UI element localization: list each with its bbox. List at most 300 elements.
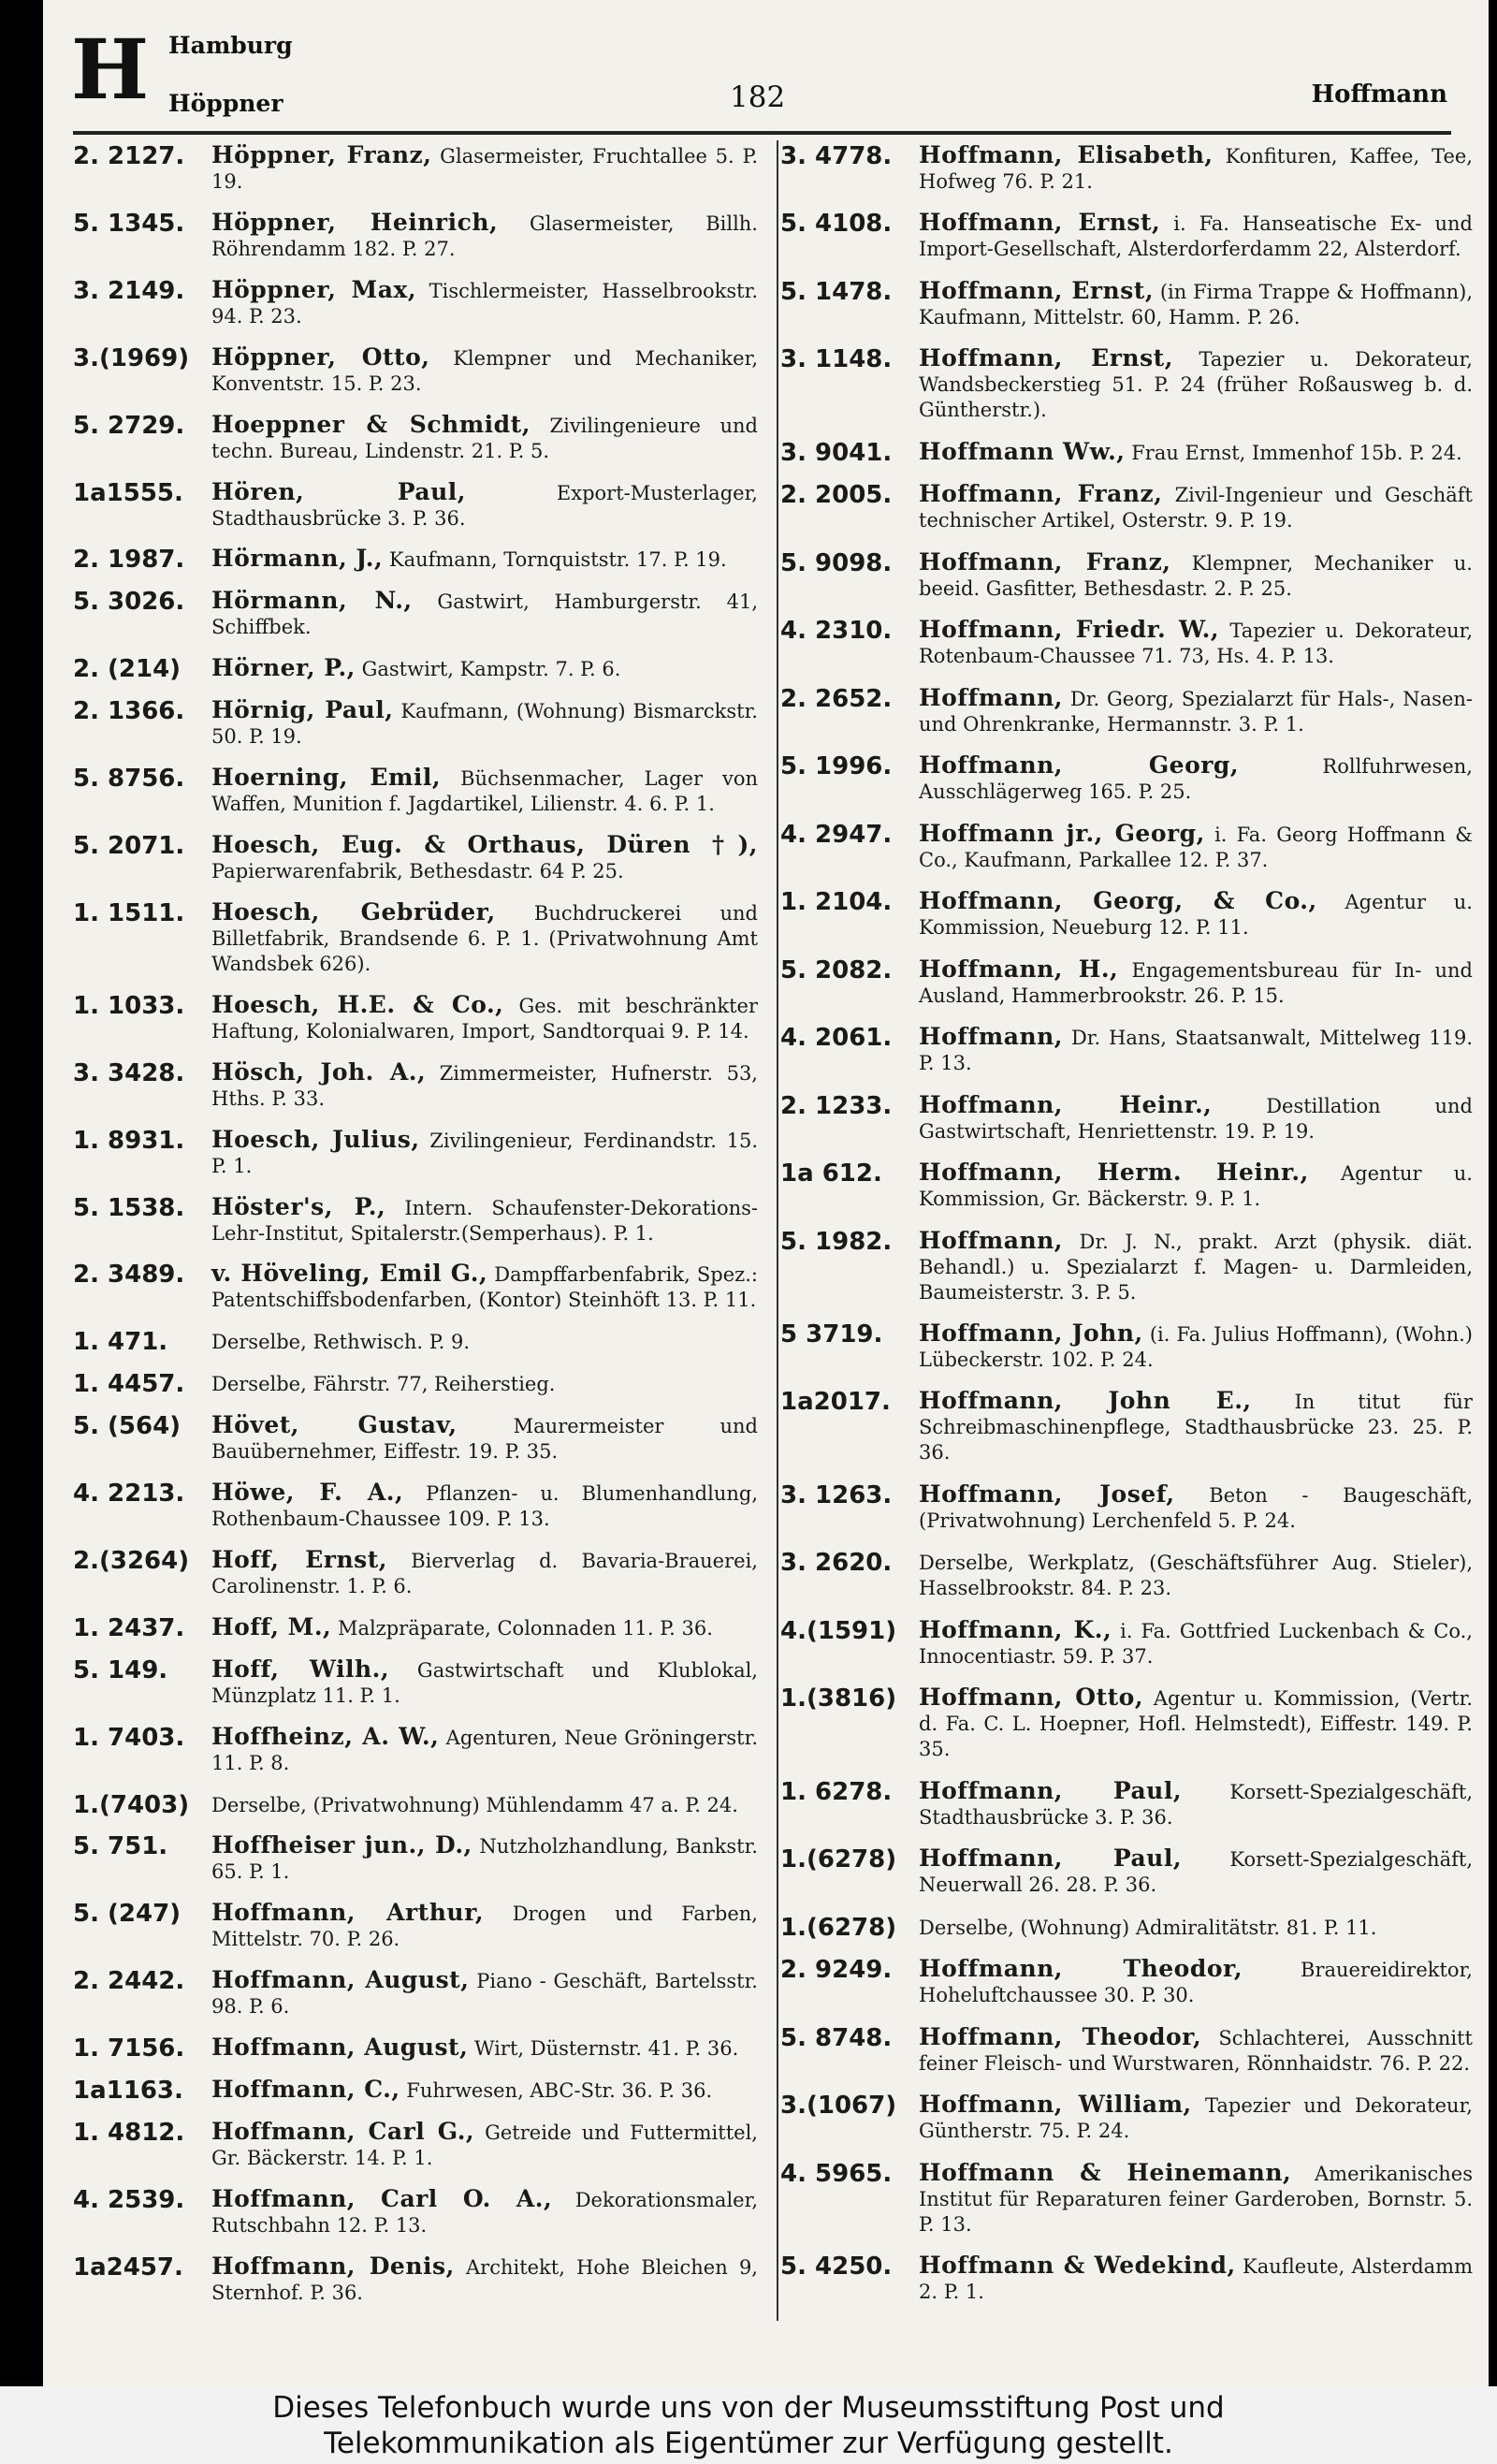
subscriber-details: Zivilingenieur, Ferdinandstr. 15. P. 1. bbox=[211, 1129, 758, 1177]
subscriber-details: Korsett-Spezialgeschäft, Stadthausbrücke 3. P. 36. bbox=[919, 1780, 1473, 1829]
subscriber-details: Frau Ernst, Immenhof 15b. P. 24. bbox=[1131, 441, 1462, 464]
subscriber-details: Glasermeister, Fruchtallee 5. P. 19. bbox=[211, 145, 758, 193]
entry-text bbox=[204, 1832, 758, 1885]
directory-entry bbox=[780, 752, 1473, 805]
directory-entry bbox=[73, 1412, 758, 1465]
subscriber-name: Höster's, P., bbox=[211, 1192, 386, 1220]
entry-text bbox=[204, 1724, 758, 1776]
phone-number: 4.(1591) bbox=[780, 1616, 897, 1645]
subscriber-details: Konfituren, Kaffee, Tee, Hofweg 76. P. 21. bbox=[919, 145, 1473, 193]
directory-entry bbox=[73, 277, 758, 329]
subscriber-details: Drogen und Farben, Mittelstr. 70. P. 26. bbox=[211, 1903, 758, 1951]
subscriber-details: Pflanzen- u. Blumenhandlung, Rothenbaum-Chaussee 109. P. 13. bbox=[211, 1482, 759, 1531]
phone-number: 2.(3264) bbox=[73, 1546, 190, 1575]
subscriber-details: Derselbe, Fährstr. 77, Reiherstieg. bbox=[211, 1373, 556, 1396]
phone-number: 5. 1478. bbox=[780, 277, 893, 306]
phone-number: 1. 7156. bbox=[73, 2034, 185, 2063]
subscriber-name: Hoffmann & Wedekind, bbox=[919, 2252, 1236, 2280]
phone-number: 3. 2149. bbox=[73, 276, 185, 305]
subscriber-name: Hoffmann, Ernst, bbox=[919, 344, 1173, 372]
directory-entry bbox=[73, 697, 758, 750]
directory-entry bbox=[780, 278, 1473, 330]
subscriber-details: Gastwirtschaft und Klublokal, Münzplatz 11. P. 1. bbox=[211, 1658, 758, 1707]
entry-text bbox=[204, 412, 758, 464]
subscriber-name: Hoffmann, John, bbox=[919, 1319, 1143, 1347]
subscriber-name: Hoffmann, Franz, bbox=[919, 480, 1163, 508]
subscriber-name: Hoffmann, John E., bbox=[919, 1387, 1252, 1415]
subscriber-name: Hoffmann jr., Georg, bbox=[919, 819, 1205, 847]
subscriber-details: Destillation und Gastwirtschaft, Henriettenstr. 19. P. 19. bbox=[919, 1094, 1473, 1143]
entry-text bbox=[204, 1614, 758, 1641]
entry-text bbox=[204, 1261, 758, 1313]
subscriber-name: Hoffmann, Herm. Heinr., bbox=[919, 1159, 1309, 1187]
left-column bbox=[73, 142, 758, 2321]
directory-entry bbox=[780, 439, 1473, 466]
entry-text bbox=[204, 1328, 758, 1355]
subscriber-details: Architekt, Hohe Bleichen 9, Sternhof. P. 36. bbox=[211, 2255, 758, 2304]
subscriber-details: Piano - Geschäft, Bartelsstr. 98. P. 6. bbox=[211, 1970, 758, 2019]
subscriber-details: Kaufleute, Alsterdamm 2. P. 1. bbox=[919, 2255, 1473, 2304]
subscriber-name: Hoesch, Gebrüder, bbox=[211, 897, 496, 926]
subscriber-details: Glasermeister, Billh. Röhrendamm 182. P. 27. bbox=[211, 211, 758, 260]
entry-text bbox=[204, 899, 758, 977]
entry-text bbox=[204, 697, 758, 750]
subscriber-name: Hoff, M., bbox=[211, 1612, 332, 1640]
subscriber-details: Zivil-Ingenieur und Geschäft technischer Artikel, Osterstr. 9. P. 19. bbox=[919, 484, 1473, 532]
subscriber-name: Hoesch, Eug. & Orthaus, Düren †), bbox=[211, 830, 758, 858]
phone-number: 2. 2652. bbox=[780, 684, 893, 713]
directory-entry bbox=[73, 1261, 758, 1313]
subscriber-name: Hoffmann, C., bbox=[211, 2076, 400, 2104]
directory-entry bbox=[73, 142, 758, 195]
subscriber-details: Derselbe, (Wohnung) Admiralitätstr. 81. P. 11. bbox=[919, 1916, 1377, 1939]
subscriber-details: Intern. Schaufenster-Dekorations-Lehr-Institut, Spitalerstr.(Semperhaus). P. 1. bbox=[211, 1196, 758, 1245]
last-entry-heading: Hoffmann bbox=[1311, 80, 1447, 109]
entry-text bbox=[911, 1159, 1473, 1212]
directory-entry bbox=[780, 1956, 1473, 2008]
directory-entry bbox=[73, 1656, 758, 1709]
directory-entry bbox=[780, 1024, 1473, 1076]
subscriber-name: Hoffmann, August, bbox=[211, 2034, 469, 2062]
entry-text bbox=[204, 588, 758, 640]
directory-entry bbox=[780, 821, 1473, 873]
subscriber-name: Hoffmann, bbox=[919, 1226, 1064, 1254]
subscriber-name: Hoffheinz, A. W., bbox=[211, 1722, 440, 1750]
directory-entry bbox=[73, 546, 758, 573]
phone-number: 3. 9041. bbox=[780, 438, 893, 467]
phone-number: 1.(7403) bbox=[73, 1790, 190, 1819]
entry-text bbox=[204, 1370, 758, 1397]
directory-entry bbox=[780, 1388, 1473, 1465]
phone-number: 5. 751. bbox=[73, 1832, 168, 1861]
subscriber-name: Hoffmann, Ernst, bbox=[919, 276, 1155, 304]
directory-entry bbox=[780, 1617, 1473, 1669]
directory-entry bbox=[73, 479, 758, 532]
directory-entry bbox=[73, 1547, 758, 1599]
entry-text bbox=[204, 2186, 758, 2238]
phone-number: 5. (247) bbox=[73, 1900, 182, 1929]
phone-number: 1a2017. bbox=[780, 1388, 891, 1417]
directory-entry bbox=[780, 2253, 1473, 2305]
subscriber-name: Hörner, P., bbox=[211, 654, 356, 682]
subscriber-details: Dr. J. N., prakt. Arzt (physik. diät. Behandl.) u. Spezialarzt f. Magen- u. Darmleiden, Baumeisterstr. 3. P. 5. bbox=[919, 1230, 1473, 1304]
entry-text bbox=[911, 1778, 1473, 1830]
entry-text bbox=[911, 1092, 1473, 1145]
subscriber-details: Kaufmann, Tornquiststr. 17. P. 19. bbox=[388, 548, 727, 572]
subscriber-name: Hörmann, N., bbox=[211, 587, 413, 615]
subscriber-details: Dr. Georg, Spezialarzt für Hals-, Nasen- und Ohrenkranke, Hermannstr. 3. P. 1. bbox=[919, 687, 1473, 736]
directory-entry bbox=[73, 1614, 758, 1641]
entry-text bbox=[911, 617, 1473, 669]
subscriber-name: Hören, Paul, bbox=[211, 477, 466, 505]
subscriber-name: Hoffmann, Paul, bbox=[919, 1844, 1183, 1873]
subscriber-name: Hoffmann, bbox=[919, 683, 1064, 711]
subscriber-details: Zivilingenieure und techn. Bureau, Lindenstr. 21. P. 5. bbox=[211, 414, 758, 462]
directory-entry bbox=[73, 210, 758, 262]
phone-number: 5. 1345. bbox=[73, 209, 185, 238]
subscriber-details: Tischlermeister, Hasselbrookstr. 94. P. 23. bbox=[211, 279, 758, 328]
entry-text bbox=[204, 1791, 758, 1818]
subscriber-details: Agentur u. Kommission, (Vertr. d. Fa. C. L. Hoepner, Hofl. Helmstedt), Eiffestr. 149. P. 35. bbox=[919, 1687, 1473, 1761]
directory-entry bbox=[780, 1845, 1473, 1898]
phone-number: 5. 4250. bbox=[780, 2253, 893, 2282]
directory-entry bbox=[780, 1320, 1473, 1373]
entry-text bbox=[911, 2092, 1473, 2144]
directory-entry bbox=[73, 992, 758, 1044]
entry-text bbox=[911, 439, 1473, 466]
subscriber-name: Hoerning, Emil, bbox=[211, 764, 442, 792]
attribution-footer bbox=[0, 2386, 1497, 2464]
subscriber-details: Agenturen, Neue Gröningerstr. 11. P. 8. bbox=[211, 1726, 758, 1774]
directory-entry bbox=[73, 1724, 758, 1776]
entry-text bbox=[911, 1956, 1473, 2008]
directory-entry bbox=[780, 1228, 1473, 1305]
subscriber-name: Höppner, Max, bbox=[211, 275, 417, 303]
phone-number: 4. 2539. bbox=[73, 2185, 185, 2214]
entry-text bbox=[911, 1228, 1473, 1305]
entry-text bbox=[911, 821, 1473, 873]
directory-entry bbox=[73, 1900, 758, 1952]
footer-line-1: Dieses Telefonbuch wurde uns von der Museumsstiftung Post und bbox=[272, 2391, 1225, 2425]
subscriber-name: Hoff, Ernst, bbox=[211, 1545, 387, 1573]
phone-number: 1. 1511. bbox=[73, 898, 185, 927]
entry-text bbox=[204, 1547, 758, 1599]
subscriber-name: Hoffmann, Theodor, bbox=[919, 1955, 1243, 1983]
subscriber-details: Beton - Baugeschäft, (Privatwohnung) Lerchenfeld 5. P. 24. bbox=[919, 1483, 1473, 1532]
subscriber-details: Dr. Hans, Staatsanwalt, Mittelweg 119. P. 13. bbox=[919, 1027, 1473, 1075]
subscriber-details: Wirt, Düsternstr. 41. P. 36. bbox=[473, 2037, 739, 2061]
header-rule bbox=[73, 131, 1451, 135]
subscriber-name: Hoesch, H.E. & Co., bbox=[211, 990, 504, 1018]
directory-entry bbox=[73, 1328, 758, 1355]
directory-entry bbox=[780, 2092, 1473, 2144]
subscriber-name: Hörmann, J., bbox=[211, 545, 384, 573]
entry-text bbox=[911, 1024, 1473, 1076]
entry-text bbox=[911, 888, 1473, 940]
subscriber-name: Hoffmann, Franz, bbox=[919, 547, 1171, 576]
page-number: 182 bbox=[730, 80, 786, 114]
entry-text bbox=[204, 2253, 758, 2306]
entry-text bbox=[911, 2024, 1473, 2077]
phone-number: 3.(1969) bbox=[73, 343, 190, 372]
subscriber-name: Höwe, F. A., bbox=[211, 1479, 404, 1507]
entry-text bbox=[911, 278, 1473, 330]
subscriber-details: Zimmermeister, Hufnerstr. 53, Hths. P. 33. bbox=[211, 1061, 758, 1110]
phone-number: 5. 3026. bbox=[73, 588, 185, 617]
directory-entry bbox=[73, 765, 758, 817]
entry-text bbox=[204, 765, 758, 817]
entry-text bbox=[204, 479, 758, 532]
entry-text bbox=[911, 2160, 1473, 2238]
subscriber-details: Dekorationsmaler, Rutschbahn 12. P. 13. bbox=[211, 2188, 758, 2237]
directory-entry bbox=[73, 588, 758, 640]
directory-entry bbox=[780, 210, 1473, 262]
subscriber-details: Getreide und Futtermittel, Gr. Bäckerstr. 14. P. 1. bbox=[211, 2121, 758, 2169]
subscriber-name: Hoffmann, Denis, bbox=[211, 2252, 455, 2280]
subscriber-details: Bierverlag d. Bavaria-Brauerei, Carolinenstr. 1. P. 6. bbox=[211, 1549, 758, 1597]
subscriber-name: Höppner, Franz, bbox=[211, 141, 432, 168]
phone-number: 5. 1538. bbox=[73, 1193, 185, 1222]
directory-entry bbox=[780, 345, 1473, 423]
subscriber-details: i. Fa. Hanseatische Ex- und Import-Gesellschaft, Alsterdorferdamm 22, Alsterdorf. bbox=[919, 212, 1473, 261]
entry-text bbox=[204, 1656, 758, 1709]
phone-number: 1. 2437. bbox=[73, 1613, 185, 1642]
subscriber-details: Maurermeister und Bauübernehmer, Eiffestr. 19. P. 35. bbox=[211, 1415, 758, 1464]
subscriber-details: Korsett-Spezialgeschäft, Neuerwall 26. 28. P. 36. bbox=[919, 1848, 1473, 1897]
phone-number: 5. 2082. bbox=[780, 955, 893, 984]
directory-entry bbox=[73, 655, 758, 682]
phone-number: 4. 5965. bbox=[780, 2159, 893, 2188]
directory-entry bbox=[73, 1194, 758, 1247]
subscriber-name: Hoffmann, bbox=[919, 1023, 1064, 1051]
directory-entry bbox=[73, 2077, 758, 2104]
subscriber-name: Hoffmann, Friedr. W., bbox=[919, 616, 1220, 644]
subscriber-details: Gastwirt, Kampstr. 7. P. 6. bbox=[361, 658, 621, 681]
entry-text bbox=[911, 345, 1473, 423]
phone-number: 1. 7403. bbox=[73, 1723, 185, 1752]
phone-number: 5. 149. bbox=[73, 1655, 168, 1684]
phone-number: 2. 1233. bbox=[780, 1091, 893, 1120]
phone-number: 5. 8756. bbox=[73, 765, 185, 794]
entry-text bbox=[204, 1900, 758, 1952]
subscriber-name: Hoffmann, Carl O. A., bbox=[211, 2184, 553, 2212]
phone-number: 1a2457. bbox=[73, 2253, 183, 2282]
phone-number: 5. (564) bbox=[73, 1412, 182, 1441]
subscriber-details: i. Fa. Gottfried Luckenbach & Co., Innocentiastr. 59. P. 37. bbox=[919, 1619, 1473, 1668]
subscriber-name: Hoeppner & Schmidt, bbox=[211, 410, 530, 438]
directory-entry bbox=[73, 2034, 758, 2062]
directory-entry bbox=[780, 1159, 1473, 1212]
directory-entry bbox=[73, 2186, 758, 2238]
phone-number: 5. 2071. bbox=[73, 831, 185, 860]
subscriber-details: Papierwarenfabrik, Bethesdastr. 64 P. 25. bbox=[211, 859, 624, 882]
subscriber-details: Agentur u. Kommission, Neueburg 12. P. 11. bbox=[919, 891, 1473, 940]
right-column bbox=[780, 142, 1473, 2321]
phone-number: 3. 1148. bbox=[780, 345, 893, 374]
entry-text bbox=[204, 210, 758, 262]
phone-number: 1. 471. bbox=[73, 1328, 168, 1357]
phone-number: 2. 1366. bbox=[73, 697, 185, 726]
directory-entry bbox=[780, 142, 1473, 195]
directory-entry bbox=[73, 1480, 758, 1532]
subscriber-name: Hoffmann, Josef, bbox=[919, 1480, 1175, 1508]
subscriber-name: Hoffmann, Paul, bbox=[919, 1776, 1183, 1804]
subscriber-details: Klempner und Mechaniker, Konventstr. 15. P. 23. bbox=[211, 346, 758, 395]
phone-number: 1. 4457. bbox=[73, 1370, 185, 1399]
phone-number: 2. 9249. bbox=[780, 1956, 893, 1985]
subscriber-details: Klempner, Mechaniker u. beeid. Gasfitter, Bethesdastr. 2. P. 25. bbox=[919, 551, 1473, 600]
subscriber-name: Hoffheiser jun., D., bbox=[211, 1831, 472, 1859]
directory-entry bbox=[780, 2160, 1473, 2238]
subscriber-name: Höppner, Otto, bbox=[211, 343, 430, 371]
subscriber-details: Derselbe, (Privatwohnung) Mühlendamm 47 a. P. 24. bbox=[211, 1793, 738, 1816]
subscriber-name: Höppner, Heinrich, bbox=[211, 208, 499, 236]
subscriber-name: v. Höveling, Emil G., bbox=[211, 1260, 488, 1288]
first-entry-heading: Höppner bbox=[168, 90, 283, 117]
subscriber-details: Amerikanisches Institut für Reparaturen feiner Garderoben, Bornstr. 5. P. 13. bbox=[919, 2162, 1473, 2236]
phone-number: 3.(1067) bbox=[780, 2092, 897, 2121]
footer-line-2: Telekommunikation als Eigentümer zur Verfügung gestellt. bbox=[324, 2427, 1173, 2460]
directory-entry bbox=[780, 888, 1473, 940]
directory-entry bbox=[73, 2253, 758, 2306]
directory-entry bbox=[73, 2119, 758, 2171]
directory-entry bbox=[73, 412, 758, 464]
phone-number: 2. 2127. bbox=[73, 142, 185, 170]
directory-entry bbox=[780, 2024, 1473, 2077]
subscriber-name: Hoffmann, William, bbox=[919, 2091, 1192, 2119]
phone-number: 5. 2729. bbox=[73, 411, 185, 440]
subscriber-details: Ges. mit beschränkter Haftung, Kolonialwaren, Import, Sandtorquai 9. P. 14. bbox=[211, 994, 758, 1042]
subscriber-details: Derselbe, Werkplatz, (Geschäftsführer Aug. Stieler), Hasselbrookstr. 84. P. 23. bbox=[919, 1552, 1473, 1600]
entry-text bbox=[204, 344, 758, 397]
directory-entry bbox=[780, 1684, 1473, 1762]
directory-entry bbox=[73, 1127, 758, 1179]
section-letter: H bbox=[71, 21, 150, 118]
entry-text bbox=[204, 1967, 758, 2019]
entry-text bbox=[204, 1059, 758, 1112]
subscriber-details: Tapezier u. Dekorateur, Rotenbaum-Chaussee 71. 73, Hs. 4. P. 13. bbox=[919, 620, 1474, 668]
directory-entry bbox=[780, 1778, 1473, 1830]
subscriber-name: Hoffmann & Heinemann, bbox=[919, 2158, 1292, 2186]
phone-number: 2. 3489. bbox=[73, 1261, 185, 1290]
phone-number: 4. 2310. bbox=[780, 617, 893, 646]
directory-entry bbox=[73, 1832, 758, 1885]
entry-text bbox=[204, 2077, 758, 2104]
entry-text bbox=[204, 142, 758, 195]
phone-number: 5. 4108. bbox=[780, 210, 893, 239]
subscriber-name: Hoff, Wilh., bbox=[211, 1655, 390, 1683]
subscriber-name: Hoffmann, August, bbox=[211, 1966, 470, 1994]
entry-text bbox=[911, 1388, 1473, 1465]
phone-number: 1. 4812. bbox=[73, 2119, 185, 2147]
directory-entry bbox=[780, 1549, 1473, 1601]
subscriber-details: Brauereidirektor, Hoheluftchaussee 30. P. 30. bbox=[919, 1959, 1473, 2007]
subscriber-details: Buchdruckerei und Billetfabrik, Brandsende 6. P. 1. (Privatwohnung Amt Wandsbek 626). bbox=[211, 901, 758, 975]
directory-entry bbox=[73, 1059, 758, 1112]
phone-number: 4. 2947. bbox=[780, 820, 893, 849]
subscriber-name: Hoffmann, Heinr., bbox=[919, 1090, 1213, 1118]
entry-text bbox=[204, 1127, 758, 1179]
city-heading: Hamburg bbox=[168, 32, 293, 59]
entry-text bbox=[204, 2119, 758, 2171]
subscriber-details: Nutzholzhandlung, Bankstr. 65. P. 1. bbox=[211, 1835, 758, 1884]
subscriber-details: Rollfuhrwesen, Ausschlägerweg 165. P. 25. bbox=[919, 755, 1473, 804]
entry-text bbox=[204, 2034, 758, 2062]
subscriber-details: Malzpräparate, Colonnaden 11. P. 36. bbox=[337, 1616, 713, 1640]
directory-entry bbox=[73, 1370, 758, 1397]
phone-number: 3. 2620. bbox=[780, 1549, 893, 1578]
directory-entry bbox=[73, 1967, 758, 2019]
subscriber-details: In titut für Schreibmaschinenpflege, Stadthausbrücke 23. 25. P. 36. bbox=[919, 1391, 1473, 1465]
directory-entry bbox=[73, 832, 758, 884]
phone-number: 5. 1982. bbox=[780, 1227, 893, 1256]
phone-number: 4. 2213. bbox=[73, 1480, 185, 1509]
subscriber-details: Engagementsbureau für In- und Ausland, Hammerbrookstr. 26. P. 15. bbox=[919, 958, 1473, 1007]
subscriber-name: Hoffmann, Carl G., bbox=[211, 2118, 475, 2145]
phone-number: 3. 3428. bbox=[73, 1058, 185, 1087]
phone-number: 5. 1996. bbox=[780, 752, 893, 781]
phone-number: 5. 9098. bbox=[780, 548, 893, 577]
phone-number: 1.(3816) bbox=[780, 1684, 897, 1713]
subscriber-details: (in Firma Trappe & Hoffmann), Kaufmann, Mittelstr. 60, Hamm. P. 26. bbox=[919, 280, 1473, 328]
entry-text bbox=[911, 1684, 1473, 1762]
entry-text bbox=[911, 210, 1473, 262]
subscriber-details: Tapezier u. Dekorateur, Wandsbeckerstieg 51. P. 24 (früher Roßausweg b. d. Güntherstr.). bbox=[919, 348, 1473, 422]
subscriber-name: Hoffmann, Theodor, bbox=[919, 2022, 1202, 2050]
directory-entry bbox=[73, 1791, 758, 1818]
directory-entry bbox=[73, 899, 758, 977]
entry-text bbox=[911, 956, 1473, 1009]
subscriber-details: i. Fa. Georg Hoffmann & Co., Kaufmann, Parkallee 12. P. 37. bbox=[919, 823, 1473, 871]
phone-number: 1a1555. bbox=[73, 478, 183, 507]
directory-entry bbox=[73, 344, 758, 397]
phone-number: 2. 2005. bbox=[780, 481, 893, 510]
subscriber-details: Tapezier und Dekorateur, Güntherstr. 75. P. 24. bbox=[919, 2094, 1473, 2143]
directory-entry bbox=[780, 481, 1473, 533]
directory-page bbox=[43, 0, 1489, 2386]
phone-number: 1. 6278. bbox=[780, 1777, 893, 1806]
subscriber-name: Hoffmann, Otto, bbox=[919, 1684, 1144, 1712]
phone-number: 1. 2104. bbox=[780, 888, 893, 917]
phone-number: 5 3719. bbox=[780, 1319, 883, 1349]
subscriber-details: Gastwirt, Hamburgerstr. 41, Schiffbek. bbox=[211, 590, 758, 639]
directory-entry bbox=[780, 549, 1473, 602]
phone-number: 3. 4778. bbox=[780, 142, 893, 170]
phone-number: 3. 1263. bbox=[780, 1480, 893, 1509]
entry-text bbox=[204, 546, 758, 573]
subscriber-name: Hörnig, Paul, bbox=[211, 696, 394, 724]
entry-text bbox=[911, 685, 1473, 737]
phone-number: 2. (214) bbox=[73, 655, 182, 684]
phone-number: 1.(6278) bbox=[780, 1845, 897, 1874]
entry-text bbox=[911, 481, 1473, 533]
subscriber-details: (i. Fa. Julius Hoffmann), (Wohn.) Lübeckerstr. 102. P. 24. bbox=[919, 1322, 1473, 1371]
phone-number: 1. 1033. bbox=[73, 991, 185, 1020]
entry-text bbox=[204, 1194, 758, 1247]
phone-number: 2. 2442. bbox=[73, 1967, 185, 1996]
entry-text bbox=[911, 1845, 1473, 1898]
subscriber-name: Hoffmann, Georg, bbox=[919, 751, 1240, 780]
entry-text bbox=[911, 1617, 1473, 1669]
subscriber-details: Kaufmann, (Wohnung) Bismarckstr. 50. P. 19. bbox=[211, 700, 758, 749]
entry-text bbox=[911, 2253, 1473, 2305]
phone-number: 1. 8931. bbox=[73, 1126, 185, 1155]
entry-text bbox=[204, 277, 758, 329]
subscriber-name: Hoffmann, H., bbox=[919, 955, 1119, 983]
subscriber-details: Büchsenmacher, Lager von Waffen, Munition f. Jagdartikel, Lilienstr. 4. 6. P. 1. bbox=[211, 767, 758, 816]
directory-entry bbox=[780, 1092, 1473, 1145]
entry-text bbox=[204, 992, 758, 1044]
